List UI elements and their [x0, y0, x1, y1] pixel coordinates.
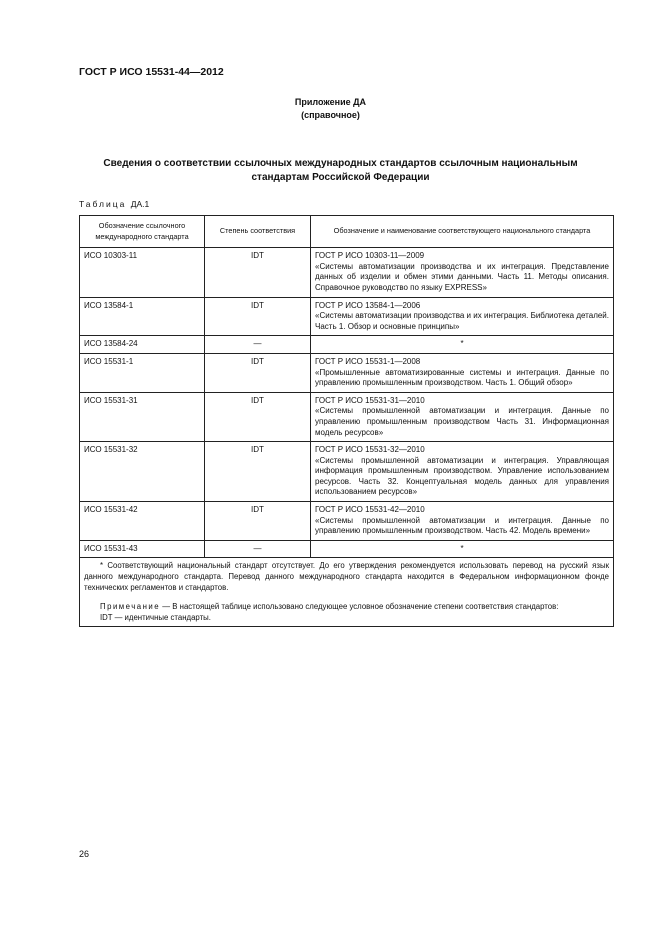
note-idt: IDT — идентичные стандарты. — [100, 612, 211, 622]
national-standard-cell — [311, 353, 614, 392]
appendix-title: Приложение ДА — [294, 97, 367, 107]
table-caption-id: ДА.1 — [130, 199, 150, 209]
degree-cell: IDT — [205, 442, 311, 502]
footnote-marker-cell: * — [311, 336, 614, 354]
appendix-heading — [0, 96, 661, 122]
section-title-line1: Сведения о соответствии ссылочных международных стандартов ссылочным национальным — [103, 158, 578, 169]
footnote-marker-cell: * — [311, 540, 614, 558]
intl-standard-cell: ИСО 15531-1 — [80, 353, 205, 392]
table-row — [80, 336, 614, 354]
national-standard-name: «Системы промышленной автоматизации и интеграция. Данные по управлению промышленным производством Часть 31. Информационная модель ресурсов» — [315, 406, 609, 437]
table-caption — [79, 199, 149, 209]
page-number: 26 — [79, 849, 90, 859]
degree-cell: IDT — [205, 392, 311, 441]
section-title-line2: стандартам Российской Федерации — [251, 172, 430, 183]
note-label: Примечание — [100, 602, 161, 612]
intl-standard-cell: ИСО 15531-32 — [80, 442, 205, 502]
table-row — [80, 502, 614, 541]
header-national-standard: Обозначение и наименование соответствующего национального стандарта — [311, 216, 614, 248]
national-standard-code: ГОСТ Р ИСО 10303-11—2009 — [315, 251, 425, 261]
spacer — [84, 593, 609, 602]
national-standard-cell — [311, 248, 614, 297]
intl-standard-cell: ИСО 15531-42 — [80, 502, 205, 541]
intl-standard-cell: ИСО 13584-24 — [80, 336, 205, 354]
header-degree: Степень соответствия — [205, 216, 311, 248]
table-caption-prefix: Таблица — [79, 199, 127, 209]
degree-cell: IDT — [205, 248, 311, 297]
national-standard-code: ГОСТ Р ИСО 15531-42—2010 — [315, 505, 425, 515]
national-standard-name: «Промышленные автоматизированные системы и интеграция. Данные по управлению промышленным производством. Часть 1. Общий обзор» — [315, 367, 609, 388]
appendix-subtitle: (справочное) — [301, 110, 360, 120]
intl-standard-cell: ИСО 13584-1 — [80, 297, 205, 336]
national-standard-code: ГОСТ Р ИСО 13584-1—2006 — [315, 300, 421, 310]
document-code: ГОСТ Р ИСО 15531-44—2012 — [79, 66, 224, 78]
national-standard-name: «Системы промышленной автоматизации и интеграция. Данные по управлению промышленным производством. Часть 42. Модель времени» — [315, 515, 609, 536]
national-standard-code: ГОСТ Р ИСО 15531-32—2010 — [315, 445, 425, 455]
intl-standard-cell: ИСО 15531-31 — [80, 392, 205, 441]
table-row — [80, 540, 614, 558]
degree-cell: — — [205, 540, 311, 558]
degree-cell: IDT — [205, 297, 311, 336]
table-row — [80, 442, 614, 502]
header-intl-standard: Обозначение ссылочного международного стандарта — [80, 216, 205, 248]
national-standard-name: «Системы промышленной автоматизации и интеграция. Управляющая информация промышленным производством. Управление использованием ресурсов. Часть 32. Концептуальная модель данных для управления использованием ресурсов» — [315, 455, 609, 497]
table-header-row — [80, 216, 614, 248]
national-standard-cell — [311, 392, 614, 441]
national-standard-code: ГОСТ Р ИСО 15531-1—2008 — [315, 356, 421, 366]
footnote-text: * Соответствующий национальный стандарт отсутствует. До его утверждения рекомендуется использовать перевод на русский язык данного международного стандарта. Перевод данного международного стандарта находится в Федеральном информационном фонде технических регламентов и стандартов. — [84, 561, 609, 592]
note-paragraph — [84, 602, 609, 613]
table-row — [80, 248, 614, 297]
table-row — [80, 297, 614, 336]
degree-cell: IDT — [205, 353, 311, 392]
national-standard-name: «Системы автоматизации производства и их интеграция. Библиотека деталей. Часть 1. Обзор и основные принципы» — [315, 311, 609, 331]
national-standard-cell — [311, 442, 614, 502]
table-row — [80, 392, 614, 441]
degree-cell: — — [205, 336, 311, 354]
table-row — [80, 353, 614, 392]
standards-table — [79, 215, 614, 627]
intl-standard-cell: ИСО 10303-11 — [80, 248, 205, 297]
national-standard-cell — [311, 502, 614, 541]
table-notes-row — [80, 558, 614, 627]
note-text: — В настоящей таблице использовано следующее условное обозначение степени соответствия стандартов: — [160, 602, 559, 612]
intl-standard-cell: ИСО 15531-43 — [80, 540, 205, 558]
section-title — [70, 157, 611, 185]
degree-cell: IDT — [205, 502, 311, 541]
national-standard-cell — [311, 297, 614, 336]
table-notes-cell — [80, 558, 614, 627]
national-standard-name: «Системы автоматизации производства и их интеграция. Представление данных об изделии и обмен этими данными. Часть 11. Методы описания. Справочное руководство по языку EXPRESS» — [315, 261, 609, 292]
national-standard-code: ГОСТ Р ИСО 15531-31—2010 — [315, 395, 425, 405]
